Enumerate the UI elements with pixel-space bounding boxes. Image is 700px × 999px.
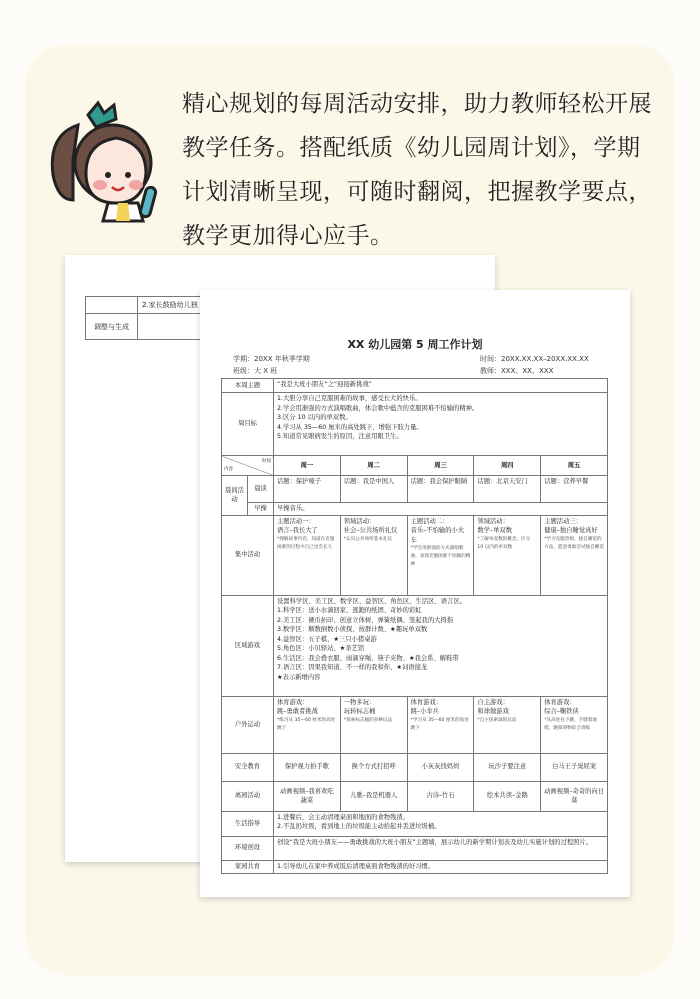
goal-item: 4.学习从 35—60 厘米的高处跳下，增强下肢力量。 [277,423,423,431]
area-item: 3.数学区：顺数倒数小侦探、按群计数、★趣玩单双数 [277,626,428,633]
home: 1.引导幼儿在家中养成饭后清理桌面食物残渣的好习惯。 [274,860,608,873]
outdoor-type: 体育游戏： [410,698,443,706]
outdoor-name: 综合–鞠铁侠 [544,708,579,715]
focus-type: 主题活动一： [277,517,315,525]
outdoor-note: *从高处往下跳、手膝着地爬、跳障碍物综合训练 [544,717,598,731]
goals-label: 周目标 [222,393,274,456]
theme-label: 本周主题 [222,379,274,393]
outdoor-type: 体育游戏： [277,698,309,706]
focus-note: *认识公共场所基本礼仪 [343,536,393,542]
goal-item: 5.知道常见眼病发生的原因，注意用眼卫生。 [277,433,403,440]
focus-label: 集中活动 [222,515,274,595]
env: 创设“我是大班小朋友——勇敢挑战的大班小朋友”主题墙，展示幼儿的新学期计划表及幼儿实施计划的过程照片。 [274,836,608,860]
outdoor-name: 跳–勇敢者挑战 [277,708,318,715]
outdoor-cell [541,696,608,753]
doc-title: XX 幼儿园第 5 周工作计划 [347,338,483,351]
area-item: 6.生活区：我会叠衣服、雨滴穿绳、筷子夹物、★我会系、解鞋带 [277,654,459,662]
focus-name: 音乐–不怕输的小火车 [410,527,465,544]
focus-name: 语言–我长大了 [277,527,318,534]
area-item: 7.语言区：因果我知道、不一样的我和你、★词语接龙 [277,664,428,671]
goal-item: 2.学会用渐强的方式演唱歌曲，体会歌中蕴含的克服困难不怕输的精神。 [277,404,479,412]
diagonal-header: 时间 内容 [222,456,274,476]
areas [274,595,608,696]
area-label: 区域游戏 [222,595,274,696]
leave-cell: 儿歌–我是机器人 [340,781,407,811]
outdoor-cell [274,696,341,753]
focus-cell [274,515,341,595]
exercise: 早操音乐。 [274,503,608,516]
outdoor-type: 体育游戏： [544,698,576,706]
focus-note: *学会用渐强的方式演唱歌曲，表现克服困难不怕输的精神 [410,546,471,567]
talk-cell: 话题：营养早餐 [541,476,608,503]
day-header: 周二 [340,456,407,476]
talk-cell: 话题：我会保护眼睛 [407,476,474,503]
area-item: 4.益智区：五子棋、★三只小猪桌游 [277,635,377,643]
leave-cell: 动画视频–奇奇的向日葵 [541,781,608,811]
outdoor-name: 和球做游戏 [477,708,509,715]
leave-cell: 绘本共读–金鹅 [474,781,541,811]
girl-mascot-icon [38,95,168,225]
exercise-label: 早操 [248,503,274,516]
talk-label: 晨谈 [248,476,274,503]
outdoor-label: 户外运动 [222,696,274,753]
theme: “我是大班小朋友”之“迎接新挑战” [274,379,608,393]
focus-type: 主题活动二： [410,517,449,525]
outdoor-note: *自主探索球的玩法 [477,717,517,723]
focus-note: *理解故事内容，知道在克服困难的过程中自己也会长大 [277,536,335,550]
class: 班级：大 X 班 [233,367,278,375]
focus-cell [340,515,407,595]
teachers: 教师：XXX、XX、XXX [480,367,554,375]
life-item: 2.不乱扔垃圾，看到地上的垃圾能主动拾起并丢进垃圾桶。 [277,823,441,830]
life-label: 生活指导 [222,811,274,836]
leave-label: 离园活动 [222,781,274,811]
focus-cell [474,515,541,595]
focus-type: 主题活动三： [544,517,582,525]
talk-cell: 话题：保护嗓子 [274,476,341,503]
outdoor-type: 自主游戏： [477,698,509,706]
safety-cell: 换个方式打招呼 [340,753,407,781]
day-header: 周五 [541,456,608,476]
safety-cell: 玩沙子要注意 [474,753,541,781]
outdoor-cell [340,696,407,753]
outdoor-note: *学习从 35—60 厘米的高处跳下 [410,717,469,731]
intro-text: 精心规划的每周活动安排，助力教师轻松开展教学任务。搭配纸质《幼儿园周计划》，学期计划清晰呈现，可随时翻阅，把握教学要点，教学更加得心应手。 [182,91,652,249]
outdoor-name: 玩转标志桶 [343,708,376,715]
morning-label: 晨间活动 [222,476,248,516]
focus-cell [541,515,608,595]
goal-item: 3.区分 10 以内的单双数。 [277,414,352,421]
time: 时间：20XX.XX.XX–20XX.XX.XX [480,355,589,363]
leave-cell: 动画视频–我喜欢吃蔬菜 [274,781,341,811]
focus-type: 领域活动： [477,517,509,525]
area-item: 1.科学区：送小水滴回家、逃跑的纸团、奇妙的彩虹 [277,607,422,614]
day-header: 周三 [407,456,474,476]
outdoor-note: *练习从 35—60 厘米的高处跳下 [277,717,336,731]
back-row-text: 2.家长鼓励幼儿独 [138,297,338,314]
home-label: 家园共育 [222,860,274,873]
outdoor-name: 跳–小伞兵 [410,708,439,715]
safety-cell: 白马王子臭屁案 [541,753,608,781]
adjust-label: 调整与生成 [86,314,138,340]
area-item: 2.美工区：硬币拓印、创意立体树、弹簧纸偶、竖起我的大拇指 [277,616,454,624]
safety-cell: 保护视力拍手歌 [274,753,341,781]
day-header: 周四 [474,456,541,476]
outdoor-type: 一物多玩： [343,698,376,706]
focus-type: 领域活动： [343,517,376,525]
outdoor-note: *探索标志桶的多种玩法 [343,717,393,723]
focus-name: 社会–公共场所礼仪 [343,527,398,534]
env-label: 环境创设 [222,836,274,860]
outdoor-cell [407,696,474,753]
term: 学期：20XX 年秋季学期 [233,355,310,363]
safety-cell: 小灰灰找妈妈 [407,753,474,781]
outdoor-cell [474,696,541,753]
talk-cell: 话题：我是中国人 [340,476,407,503]
focus-note: *学习克服恐惧，独自睡觉的方法，愿意勇敢尝试独自睡觉 [544,536,604,550]
weekly-plan-page [200,290,630,897]
safety-label: 安全教育 [222,753,274,781]
area-item: 5.角色区：小贝驿站、★茶艺馆 [277,645,365,652]
plan-table [221,378,608,874]
goals [274,393,608,456]
life [274,811,608,836]
focus-note: *了解单双数的概念，区分 10 以内的单双数 [477,536,531,550]
focus-name: 数学–单双数 [477,527,513,534]
talk-cell: 话题：北京天安门 [474,476,541,503]
area-item: ★表示新增内容 [277,673,321,681]
area-item: 设置科学区、美工区、数学区、益智区、角色区、生活区、语言区。 [277,597,466,605]
focus-name: 健康–独自睡觉真好 [544,527,598,534]
leave-cell: 古诗–竹石 [407,781,474,811]
goal-item: 1.大胆分享自己克服困难的故事，感受长大的快乐。 [277,395,422,402]
focus-cell [407,515,474,595]
life-item: 1.进餐后，会主动清理桌面和地面的食物残渣。 [277,813,409,821]
day-header: 周一 [274,456,341,476]
